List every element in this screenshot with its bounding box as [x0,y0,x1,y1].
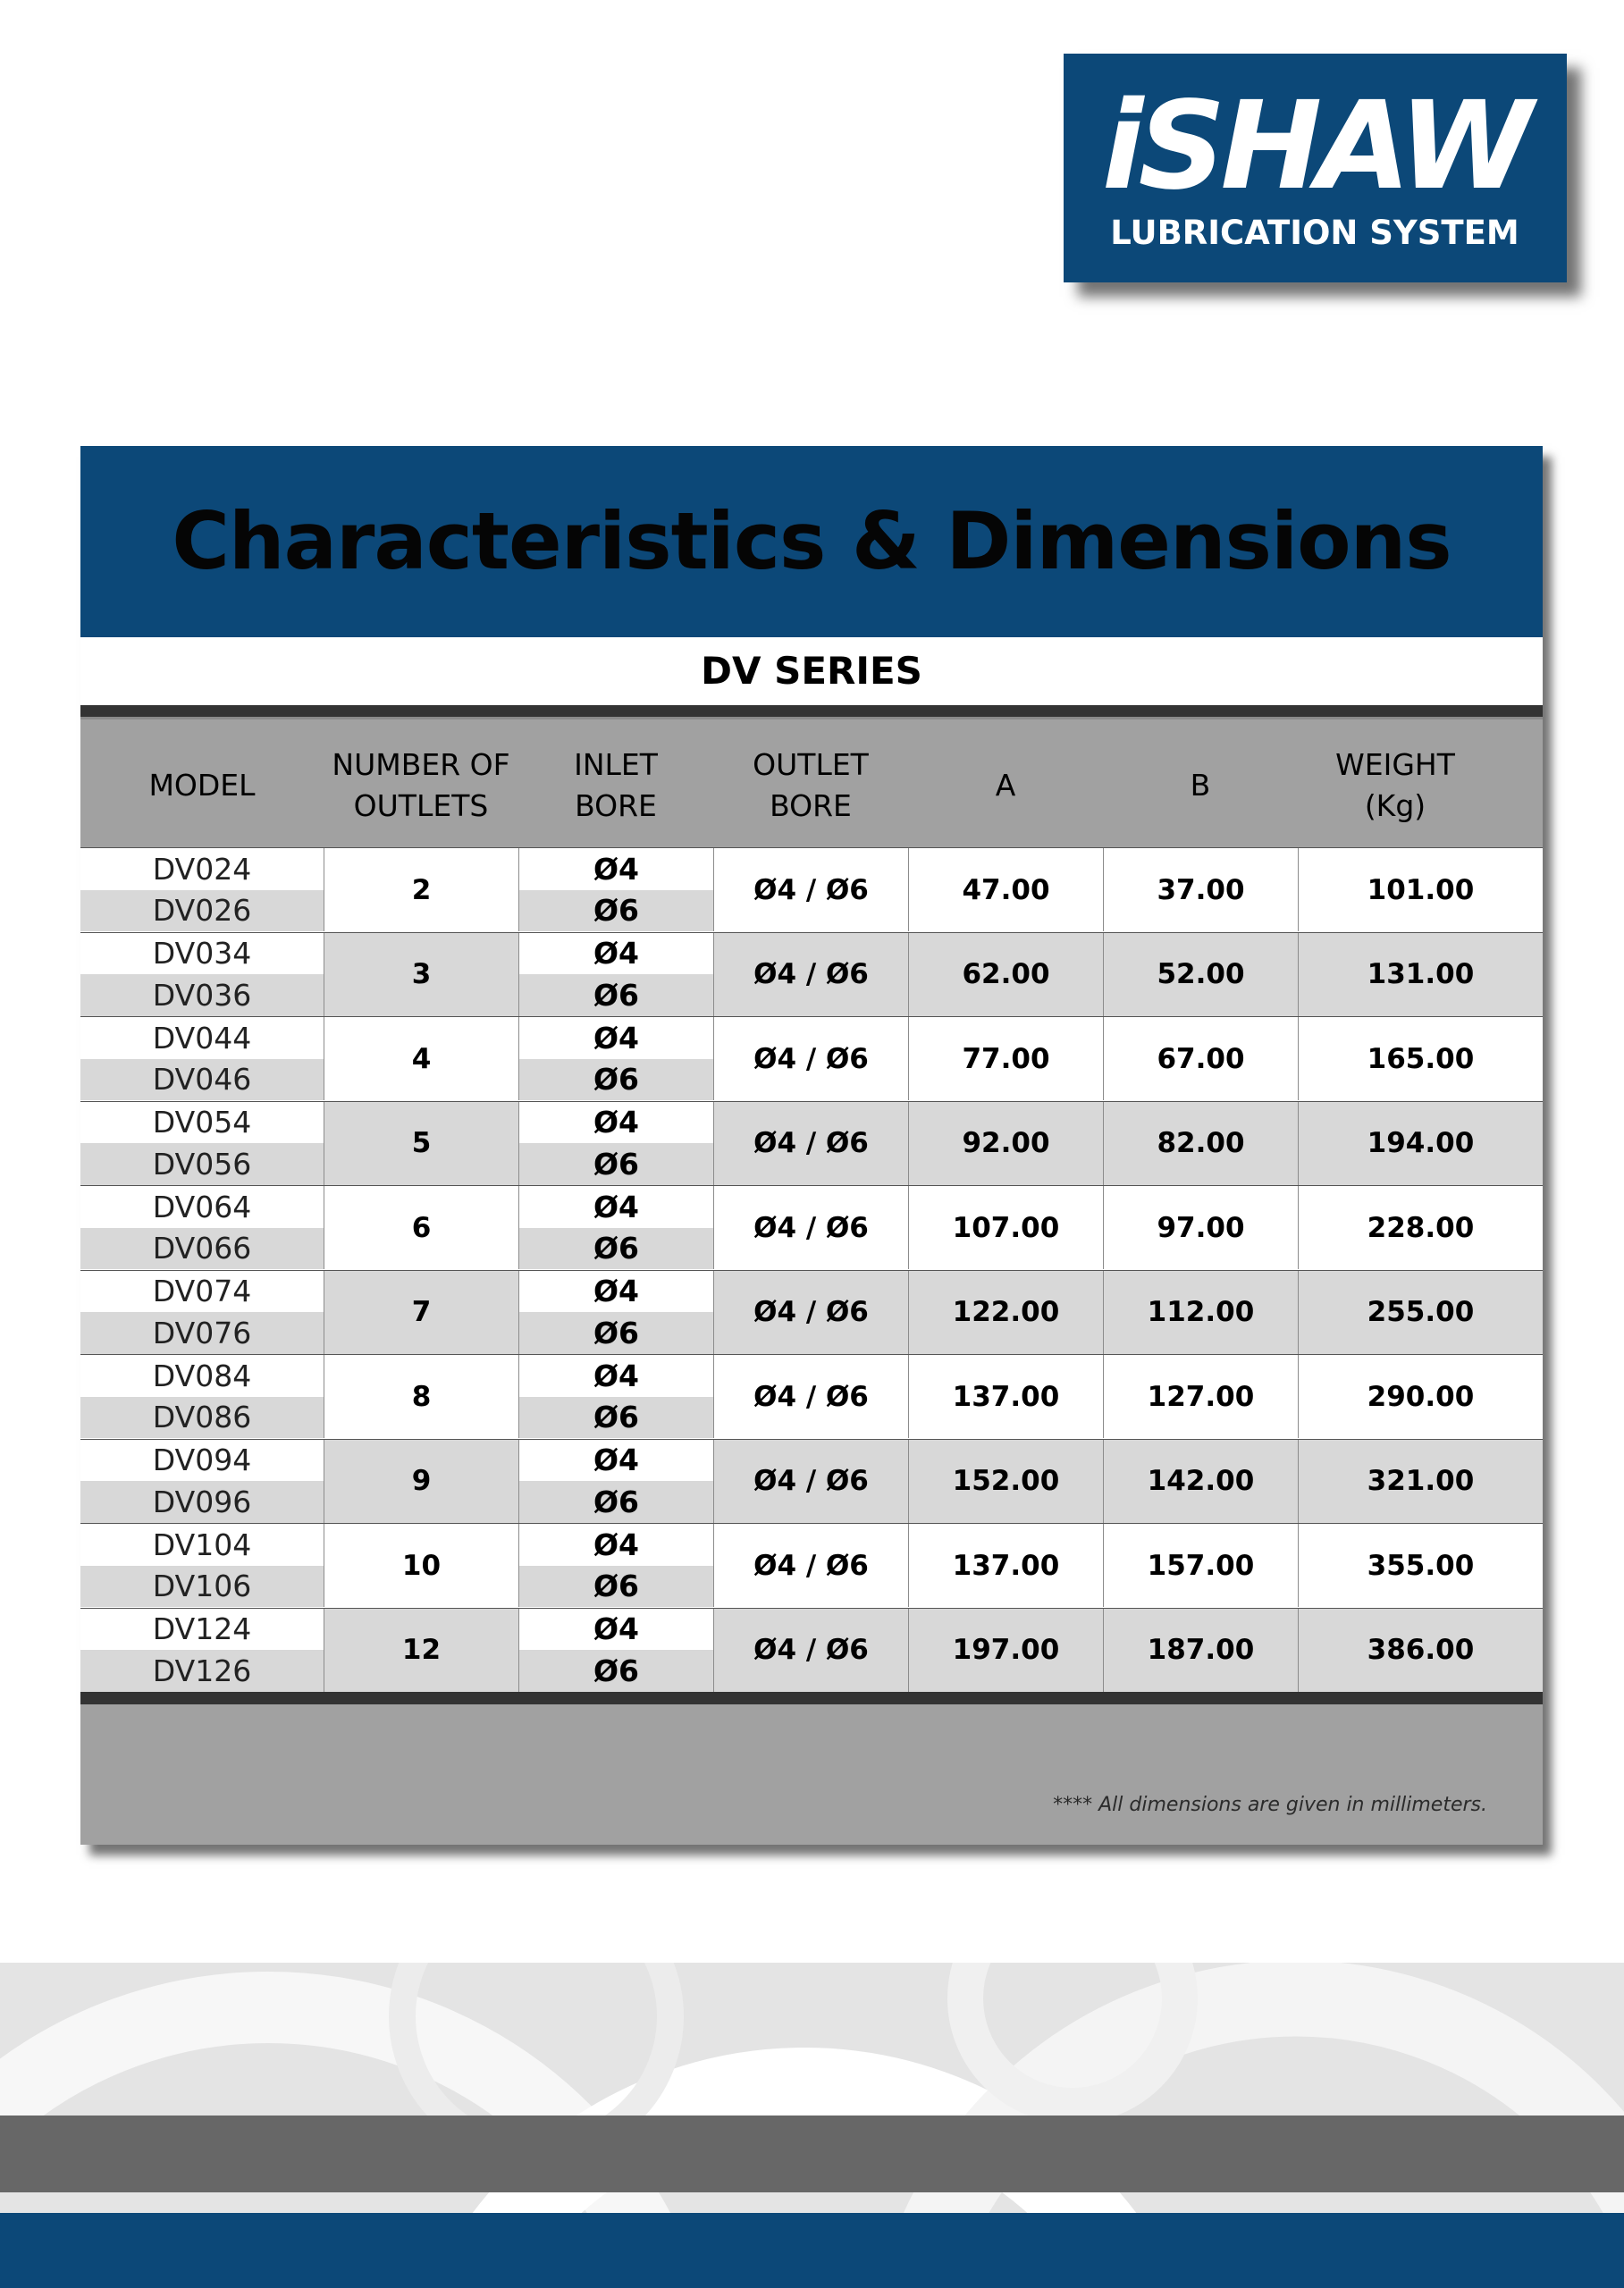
dim-a-cell: 107.00 [908,1186,1103,1269]
outlets-cell: 12 [324,1609,518,1692]
dim-b-cell: 52.00 [1103,933,1298,1016]
dim-b-cell: 97.00 [1103,1186,1298,1269]
outlet-bore-cell: Ø4 / Ø6 [713,933,908,1016]
outlet-bore-cell: Ø4 / Ø6 [713,1440,908,1523]
outlets-cell: 5 [324,1102,518,1185]
inlet-bore-cell: Ø6 [518,1228,713,1270]
dim-b-cell: 112.00 [1103,1271,1298,1354]
model-cell: DV024 [80,848,324,890]
model-cell: DV084 [80,1355,324,1397]
dim-a-cell: 197.00 [908,1609,1103,1692]
footer-grey-band [0,2116,1624,2192]
dim-a-cell: 152.00 [908,1440,1103,1523]
table-row [80,1523,1543,1608]
header-a-label: A [995,767,1016,803]
outlet-bore-cell: Ø4 / Ø6 [713,1609,908,1692]
outlets-cell: 9 [324,1440,518,1523]
header-b [1103,723,1298,847]
table-row [80,1016,1543,1101]
model-cell: DV044 [80,1017,324,1059]
model-cell: DV094 [80,1440,324,1482]
outlet-bore-cell: Ø4 / Ø6 [713,1271,908,1354]
header-outlets-line2: OUTLETS [353,787,489,823]
model-cell: DV034 [80,933,324,975]
outlets-cell: 10 [324,1524,518,1607]
header-outlet-bore [713,723,908,847]
weight-cell: 355.00 [1298,1524,1543,1607]
dim-b-cell: 37.00 [1103,848,1298,931]
table-row [80,1101,1543,1186]
weight-cell: 386.00 [1298,1609,1543,1692]
inlet-bore-cell: Ø4 [518,1186,713,1228]
model-cell: DV064 [80,1186,324,1228]
inlet-bore-cell: Ø4 [518,1017,713,1059]
outlet-bore-cell: Ø4 / Ø6 [713,1017,908,1100]
dim-b-cell: 187.00 [1103,1609,1298,1692]
dim-a-cell: 122.00 [908,1271,1103,1354]
inlet-bore-cell: Ø6 [518,1059,713,1101]
header-outlets [324,723,518,847]
model-cell: DV104 [80,1524,324,1566]
weight-cell: 255.00 [1298,1271,1543,1354]
header-model [80,723,324,847]
header-inlet-line1: INLET [574,746,658,782]
header-a [908,723,1103,847]
dim-a-cell: 137.00 [908,1355,1103,1438]
series-title: DV SERIES [701,649,922,693]
header-model-label: MODEL [148,767,256,803]
inlet-bore-cell: Ø6 [518,1481,713,1523]
brand-logo [1064,54,1567,282]
dimensions-table-card [80,446,1543,1845]
dim-a-cell: 92.00 [908,1102,1103,1185]
inlet-bore-cell: Ø4 [518,1609,713,1651]
inlet-bore-cell: Ø6 [518,1650,713,1692]
model-cell: DV026 [80,890,324,932]
inlet-bore-cell: Ø6 [518,1143,713,1185]
outlets-cell: 3 [324,933,518,1016]
inlet-bore-cell: Ø4 [518,848,713,890]
inlet-bore-cell: Ø4 [518,1355,713,1397]
dim-b-cell: 142.00 [1103,1440,1298,1523]
footnote: **** All dimensions are given in millimeters. [1053,1794,1487,1816]
table-row [80,1270,1543,1355]
inlet-bore-cell: Ø4 [518,1440,713,1482]
model-cell: DV054 [80,1102,324,1144]
outlet-bore-cell: Ø4 / Ø6 [713,1355,908,1438]
weight-cell: 321.00 [1298,1440,1543,1523]
inlet-bore-cell: Ø4 [518,1102,713,1144]
outlets-cell: 7 [324,1271,518,1354]
weight-cell: 101.00 [1298,848,1543,931]
table-header [80,723,1543,847]
outlet-bore-cell: Ø4 / Ø6 [713,1186,908,1269]
dim-a-cell: 47.00 [908,848,1103,931]
divider [80,717,1543,719]
model-cell: DV086 [80,1397,324,1439]
outlet-bore-cell: Ø4 / Ø6 [713,1102,908,1185]
inlet-bore-cell: Ø6 [518,1566,713,1608]
inlet-bore-cell: Ø4 [518,1271,713,1313]
table-row [80,1608,1543,1693]
weight-cell: 290.00 [1298,1355,1543,1438]
logo-wordmark: iSHAW [1101,76,1528,217]
outlets-cell: 2 [324,848,518,931]
header-inlet-line2: BORE [575,787,657,823]
footer-blue-band [0,2213,1624,2288]
table-row [80,932,1543,1017]
inlet-bore-cell: Ø4 [518,1524,713,1566]
dim-b-cell: 157.00 [1103,1524,1298,1607]
header-outlet-line2: BORE [770,787,852,823]
dim-b-cell: 127.00 [1103,1355,1298,1438]
inlet-bore-cell: Ø6 [518,974,713,1016]
header-weight-line2: (Kg) [1364,787,1426,823]
outlets-cell: 4 [324,1017,518,1100]
table-row [80,1354,1543,1439]
model-cell: DV124 [80,1609,324,1651]
header-outlet-line1: OUTLET [753,746,869,782]
table-row [80,847,1543,932]
model-cell: DV106 [80,1566,324,1608]
model-cell: DV096 [80,1481,324,1523]
inlet-bore-cell: Ø6 [518,1397,713,1439]
weight-cell: 228.00 [1298,1186,1543,1269]
outlets-cell: 6 [324,1186,518,1269]
table-body [80,847,1543,1692]
inlet-bore-cell: Ø6 [518,890,713,932]
model-cell: DV066 [80,1228,324,1270]
dim-a-cell: 62.00 [908,933,1103,1016]
header-outlets-line1: NUMBER OF [332,746,510,782]
header-weight [1298,723,1493,847]
weight-cell: 194.00 [1298,1102,1543,1185]
weight-cell: 165.00 [1298,1017,1543,1100]
dim-a-cell: 137.00 [908,1524,1103,1607]
outlet-bore-cell: Ø4 / Ø6 [713,848,908,931]
logo-tagline: LUBRICATION SYSTEM [1110,214,1519,252]
model-cell: DV074 [80,1271,324,1313]
weight-cell: 131.00 [1298,933,1543,1016]
outlet-bore-cell: Ø4 / Ø6 [713,1524,908,1607]
dim-b-cell: 67.00 [1103,1017,1298,1100]
header-inlet [518,723,713,847]
dim-a-cell: 77.00 [908,1017,1103,1100]
page-title: Characteristics & Dimensions [172,495,1452,587]
inlet-bore-cell: Ø4 [518,933,713,975]
model-cell: DV076 [80,1312,324,1354]
model-cell: DV126 [80,1650,324,1692]
table-row [80,1439,1543,1524]
inlet-bore-cell: Ø6 [518,1312,713,1354]
dim-b-cell: 82.00 [1103,1102,1298,1185]
logo-graphic [1064,54,1567,282]
model-cell: DV036 [80,974,324,1016]
header-weight-line1: WEIGHT [1335,746,1455,782]
outlets-cell: 8 [324,1355,518,1438]
divider [80,1692,1543,1704]
divider [80,705,1543,717]
model-cell: DV046 [80,1059,324,1101]
header-b-label: B [1190,767,1211,803]
model-cell: DV056 [80,1143,324,1185]
table-row [80,1185,1543,1270]
